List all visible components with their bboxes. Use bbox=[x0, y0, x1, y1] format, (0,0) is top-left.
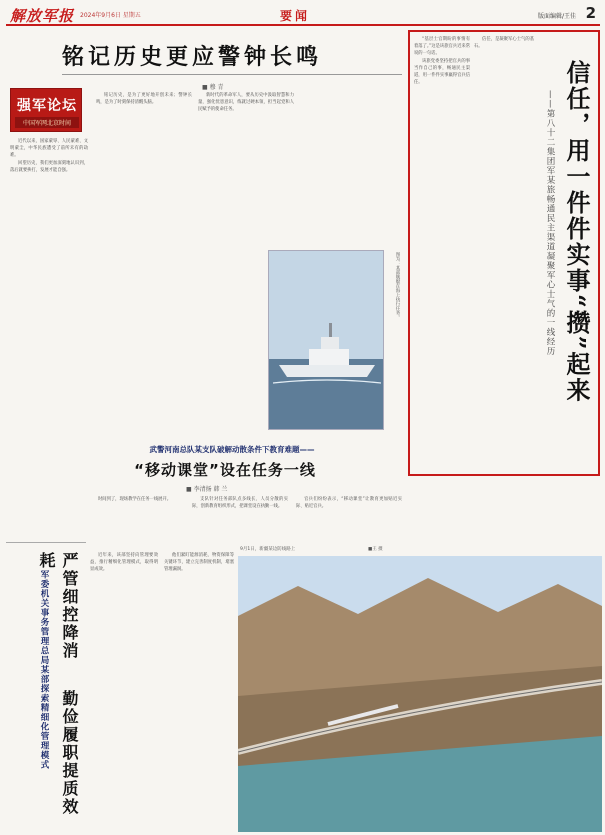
paragraph: 官兵们纷纷表示，“移动课堂”让教育更加贴近实际、贴近官兵。 bbox=[296, 497, 402, 510]
column-badge-subtitle: 中国军网北京时间 bbox=[15, 117, 79, 128]
commentary-column-4 bbox=[82, 250, 168, 430]
paragraph: 时间到了，现场教学在任务一线展开。 bbox=[98, 497, 172, 502]
ship-photo-caption: 图为：某部舰艇在海上执行任务。 bbox=[395, 252, 400, 320]
section-title: 要闻 bbox=[280, 9, 311, 23]
paragraph: “基层士官期盼的事情有着落了。”这是该旅官兵近来常说的一句话。 bbox=[414, 37, 470, 57]
column-badge bbox=[10, 88, 82, 132]
right-column-1 bbox=[414, 36, 470, 470]
ship-illustration bbox=[269, 251, 384, 430]
section-divider bbox=[6, 542, 86, 543]
railway-illustration bbox=[238, 556, 602, 832]
commentary-column-2 bbox=[96, 92, 192, 238]
right-article-continued bbox=[408, 482, 602, 542]
rail-photo-credit: ■王 摄 bbox=[368, 547, 383, 552]
bottom-article-title-1: 严管细控降消耗 bbox=[37, 552, 79, 660]
paragraph: 回望历史，我们更加深刻地认识到，落后就要挨打，发展才能自强。 bbox=[10, 160, 88, 173]
paragraph: 支队针对任务部队点多线长、人员分散的实际，创新教育组织形式，把课堂设在执勤一线。 bbox=[192, 497, 288, 510]
middle-column-2 bbox=[192, 496, 288, 542]
paragraph: 新时代的革命军人，要从历史中汲取智慧和力量，强化忧患意识，练就过硬本领，担当起党和人民赋予的使命任务。 bbox=[198, 93, 294, 113]
newspaper-logo: 解放军报 bbox=[10, 7, 75, 25]
commentary-byline: ■ 穆 青 bbox=[202, 84, 224, 91]
ship-photo bbox=[268, 250, 384, 430]
bottom-column-1 bbox=[90, 552, 158, 830]
title-divider bbox=[62, 74, 402, 75]
bottom-column-2 bbox=[164, 552, 234, 830]
paragraph: 近代以来，国家蒙辱、人民蒙难、文明蒙尘，中华民族遭受了前所未有的劫难。 bbox=[10, 139, 88, 159]
commentary-article bbox=[6, 30, 406, 240]
paragraph: 铭记历史，是为了更好地开创未来；警钟长鸣，是为了时刻保持清醒头脑。 bbox=[96, 93, 192, 106]
right-column-2 bbox=[474, 36, 534, 470]
middle-article-kicker: 武警河南总队某支队破解动散条件下教育难题—— bbox=[149, 445, 315, 454]
paragraph: 近年来，该部坚持向管理要效益，推行精细化管理模式，取得明显成效。 bbox=[90, 553, 158, 573]
page-editor: 版面编辑/王佳 bbox=[537, 13, 576, 20]
paragraph: 信任，是凝聚军心士气的基石。 bbox=[474, 37, 534, 50]
railway-photo bbox=[238, 556, 602, 832]
bottom-article-kicker: 军委机关事务管理总局某部探索精细化管理模式 bbox=[39, 570, 49, 770]
bottom-article-title-2: 勤俭履职提质效 bbox=[60, 690, 79, 816]
commentary-column-1 bbox=[10, 138, 88, 238]
middle-column-1 bbox=[90, 496, 186, 542]
middle-column-3 bbox=[296, 496, 402, 542]
paragraph: 他们紧盯能源消耗、物资保障等关键环节，建立完善制度机制，堵塞管理漏洞。 bbox=[164, 553, 234, 573]
middle-article-title: “移动课堂”设在任务一线 bbox=[134, 461, 316, 479]
right-article-title: 信任，用一件件实事“攒”起来 bbox=[562, 60, 591, 404]
page-header bbox=[6, 4, 600, 26]
page-number: 2 bbox=[585, 4, 596, 22]
commentary-column-5 bbox=[176, 250, 262, 430]
issue-date: 2024年9月6日 星期五 bbox=[80, 12, 141, 19]
column-badge-title: 强军论坛 bbox=[17, 98, 77, 114]
commentary-title: 铭记历史更应警钟长鸣 bbox=[62, 45, 323, 70]
rail-photo-caption: 9月1日，新疆某边防线路上 bbox=[240, 547, 296, 552]
right-article-subtitle: ——第八十二集团军某旅畅通民主渠道凝聚军心士气的一线经历 bbox=[545, 90, 555, 356]
middle-article-byline: ■ 李清扬 韩 兰 bbox=[186, 486, 228, 493]
commentary-column-3 bbox=[198, 92, 294, 238]
paragraph: 该旅党委坚持把官兵的事当作自己的事，畅通民主渠道，用一件件实事赢得官兵信任。 bbox=[414, 58, 470, 86]
